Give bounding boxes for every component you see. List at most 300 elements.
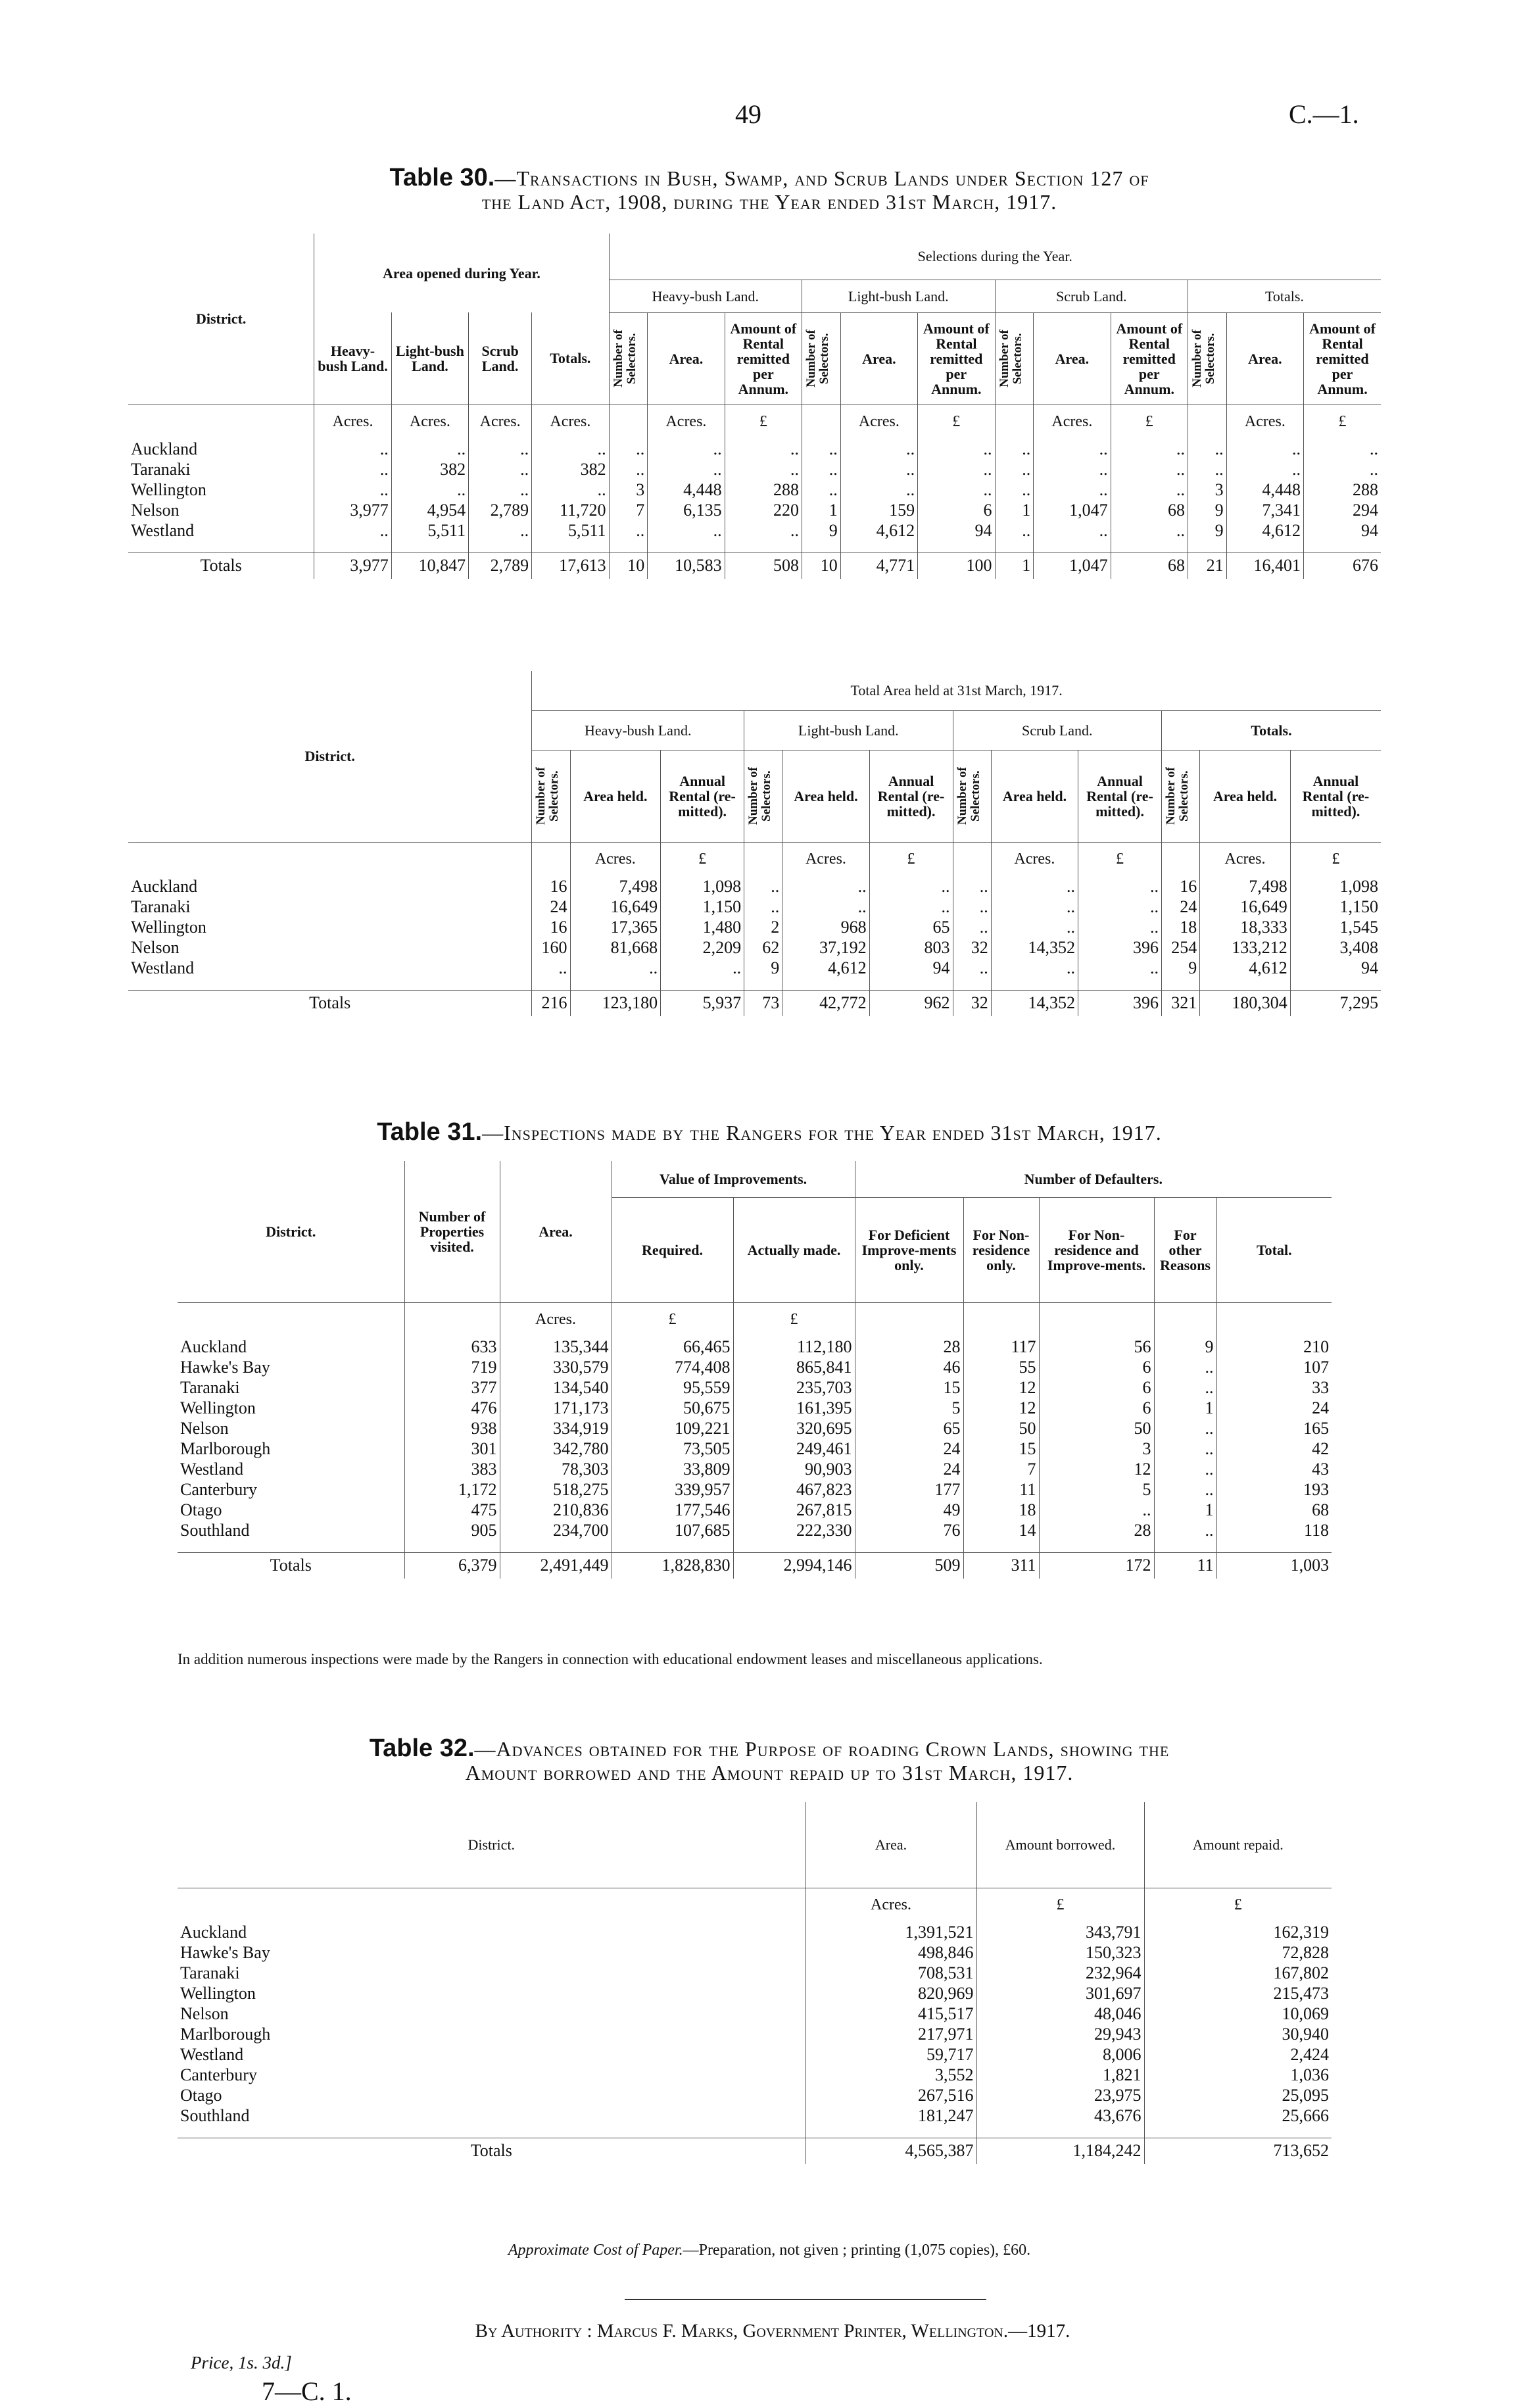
unit-label [953, 842, 991, 876]
data-cell: .. [532, 439, 609, 459]
spacer-cell [976, 2126, 1144, 2138]
data-cell: 117 [963, 1337, 1039, 1357]
t31-body [178, 1302, 1332, 1579]
data-cell: .. [995, 459, 1034, 479]
data-cell: 249,461 [733, 1438, 855, 1459]
data-cell: 1,098 [1290, 876, 1381, 897]
table30-number: Table 30. [389, 164, 495, 191]
data-cell: 774,408 [612, 1357, 733, 1377]
spacer-cell [733, 1540, 855, 1552]
row-district: Auckland [180, 1922, 247, 1942]
t30a-col-light-bush: Light-bush Land. [391, 312, 468, 405]
data-cell: 134,540 [500, 1377, 612, 1398]
data-cell: 288 [1304, 479, 1381, 500]
data-cell: 1,047 [1034, 500, 1111, 520]
data-cell: 181,247 [805, 2105, 976, 2126]
data-cell: 160 [532, 937, 570, 958]
spacer-row [178, 1540, 1332, 1552]
data-cell: 46 [855, 1357, 963, 1377]
data-cell: .. [991, 897, 1078, 917]
t30a-col-heavy-bush: Heavy-bush Land. [314, 312, 391, 405]
data-cell: 12 [1039, 1459, 1154, 1479]
row-district: Nelson [180, 2003, 229, 2023]
row-district: Auckland [131, 439, 198, 458]
table-row [178, 2044, 1332, 2065]
data-cell: 820,969 [805, 1983, 976, 2003]
data-cell: 12 [963, 1398, 1039, 1418]
t31-nonres-improve-header: For Non-residence and Improve-ments. [1039, 1197, 1154, 1302]
data-cell: 383 [404, 1459, 500, 1479]
table-row [178, 1500, 1332, 1520]
data-cell: 267,516 [805, 2085, 976, 2105]
unit-label [609, 405, 648, 439]
table-row [178, 1438, 1332, 1459]
data-cell: 162,319 [1144, 1922, 1332, 1942]
data-cell: .. [725, 459, 802, 479]
table-row [128, 459, 1381, 479]
data-cell: .. [532, 479, 609, 500]
row-district: Nelson [131, 500, 180, 520]
data-cell: 7,498 [570, 876, 661, 897]
unit-label: £ [1078, 842, 1162, 876]
data-cell: 294 [1304, 500, 1381, 520]
table-row [128, 876, 1381, 897]
t31-district-header: District. [178, 1161, 404, 1302]
data-cell: 177 [855, 1479, 963, 1500]
data-cell: .. [1034, 479, 1111, 500]
t30a-heavy-rental: Amount of Rental remitted per Annum. [725, 312, 802, 405]
row-district: Westland [131, 520, 195, 540]
data-cell: .. [391, 479, 468, 500]
data-cell: .. [1034, 459, 1111, 479]
totals-cell: 3,977 [314, 553, 391, 579]
data-cell: 25,095 [1144, 2085, 1332, 2105]
table30-caption-line1: —Transactions in Bush, Swamp, and Scrub Lands under Section 127 of [494, 166, 1149, 190]
t30a-body [128, 405, 1381, 579]
t30a-totals-selectors: Number of Selectors. [1190, 330, 1217, 387]
table-row [128, 897, 1381, 917]
table-row [178, 1418, 1332, 1438]
table-row [178, 2085, 1332, 2105]
spacer-cell [805, 2126, 976, 2138]
page-number: 49 [735, 99, 761, 129]
data-cell: 76 [855, 1520, 963, 1540]
spacer-cell [391, 541, 468, 553]
data-cell: .. [918, 459, 995, 479]
data-cell: 4,612 [840, 520, 917, 541]
t30b-body [128, 842, 1381, 1016]
table-row [178, 1963, 1332, 1983]
t31-deficient-header: For Deficient Improve-ments only. [855, 1197, 963, 1302]
t32-district-header: District. [178, 1802, 805, 1888]
data-cell: 5,511 [391, 520, 468, 541]
data-cell: 56 [1039, 1337, 1154, 1357]
data-cell: 161,395 [733, 1398, 855, 1418]
totals-cell: 321 [1162, 990, 1200, 1016]
data-cell: 8,006 [976, 2044, 1144, 2065]
unit-label: Acres. [314, 405, 391, 439]
spacer-cell [802, 541, 841, 553]
data-cell: 24 [1216, 1398, 1332, 1418]
data-cell: 968 [782, 917, 869, 937]
data-cell: 66,465 [612, 1337, 733, 1357]
data-cell: .. [469, 479, 532, 500]
data-cell: 11,720 [532, 500, 609, 520]
data-cell: 118 [1216, 1520, 1332, 1540]
spacer-cell [869, 978, 953, 990]
data-cell: .. [953, 958, 991, 978]
row-district: Taranaki [131, 897, 191, 916]
data-cell: 1,545 [1290, 917, 1381, 937]
document-code: C.—1. [1289, 99, 1359, 129]
data-cell: 18,333 [1200, 917, 1291, 937]
data-cell: 65 [855, 1418, 963, 1438]
spacer-cell [918, 541, 995, 553]
t30b-scrub-rental: Annual Rental (re-mitted). [1078, 750, 1162, 842]
totals-cell: 216 [532, 990, 570, 1016]
data-cell: .. [314, 459, 391, 479]
spacer-cell [570, 978, 661, 990]
totals-cell: 2,491,449 [500, 1552, 612, 1579]
spacer-cell [840, 541, 917, 553]
unit-label: Acres. [570, 842, 661, 876]
t30b-light-rental: Annual Rental (re-mitted). [869, 750, 953, 842]
data-cell: 167,802 [1144, 1963, 1332, 1983]
data-cell: .. [802, 459, 841, 479]
data-cell: .. [1154, 1438, 1216, 1459]
unit-label: Acres. [1034, 405, 1111, 439]
totals-cell: 676 [1304, 553, 1381, 579]
data-cell: .. [1078, 876, 1162, 897]
spacer-cell [128, 978, 532, 990]
row-district: Taranaki [131, 459, 191, 479]
data-cell: .. [1154, 1377, 1216, 1398]
data-cell: .. [782, 897, 869, 917]
data-cell: 30,940 [1144, 2024, 1332, 2044]
data-cell: 28 [1039, 1520, 1154, 1540]
totals-cell: 713,652 [1144, 2138, 1332, 2164]
totals-cell: 508 [725, 553, 802, 579]
data-cell: 3,552 [805, 2065, 976, 2085]
data-cell: 382 [532, 459, 609, 479]
units-row [128, 842, 1381, 876]
data-cell: .. [995, 439, 1034, 459]
t31-required-header: Required. [612, 1197, 733, 1302]
spacer-cell [1034, 541, 1111, 553]
table-row [178, 2003, 1332, 2024]
unit-label: Acres. [805, 1888, 976, 1922]
unit-label: Acres. [500, 1302, 612, 1337]
data-cell: .. [995, 479, 1034, 500]
data-cell: 232,964 [976, 1963, 1144, 1983]
data-cell: 59,717 [805, 2044, 976, 2065]
data-cell: 4,612 [1200, 958, 1291, 978]
data-cell: 234,700 [500, 1520, 612, 1540]
table31-footnote: In addition numerous inspections were made by the Rangers in connection with educational endowment leases and miscellaneous applications. [178, 1651, 1043, 1667]
table31-number: Table 31. [377, 1118, 483, 1146]
data-cell: .. [869, 876, 953, 897]
unit-label: £ [976, 1888, 1144, 1922]
data-cell: .. [609, 439, 648, 459]
unit-label [1039, 1302, 1154, 1337]
data-cell: 94 [869, 958, 953, 978]
unit-label: £ [1111, 405, 1188, 439]
data-cell: .. [1111, 479, 1188, 500]
t30a-selections-header: Selections during the Year. [609, 233, 1381, 280]
row-district: Hawke's Bay [180, 1942, 270, 1962]
data-cell: .. [1039, 1500, 1154, 1520]
data-cell: 1 [802, 500, 841, 520]
unit-label [802, 405, 841, 439]
t30b-heavy-selectors: Number of Selectors. [534, 767, 562, 825]
data-cell: 24 [532, 897, 570, 917]
t30b-light-selectors: Number of Selectors. [746, 767, 774, 825]
spacer-cell [1290, 978, 1381, 990]
table-row [128, 917, 1381, 937]
data-cell: 90,903 [733, 1459, 855, 1479]
data-cell: 1,172 [404, 1479, 500, 1500]
row-district: Marlborough [180, 1438, 271, 1458]
data-cell: 803 [869, 937, 953, 958]
totals-cell: 21 [1188, 553, 1226, 579]
data-cell: 24 [1162, 897, 1200, 917]
data-cell: .. [469, 520, 532, 541]
unit-label: £ [869, 842, 953, 876]
data-cell: 1,480 [661, 917, 744, 937]
data-cell: 210,836 [500, 1500, 612, 1520]
spacer-cell [128, 541, 314, 553]
table-row [128, 520, 1381, 541]
unit-label: Acres. [782, 842, 869, 876]
row-district: Nelson [180, 1418, 229, 1438]
unit-label [855, 1302, 963, 1337]
data-cell: 18 [963, 1500, 1039, 1520]
data-cell: 49 [855, 1500, 963, 1520]
data-cell: 476 [404, 1398, 500, 1418]
data-cell: .. [991, 958, 1078, 978]
data-cell: 267,815 [733, 1500, 855, 1520]
data-cell: 217,971 [805, 2024, 976, 2044]
data-cell: 6 [918, 500, 995, 520]
data-cell: 1,821 [976, 2065, 1144, 2085]
spacer-cell [1200, 978, 1291, 990]
data-cell: 6 [1039, 1377, 1154, 1398]
data-cell: .. [840, 439, 917, 459]
table32-number: Table 32. [369, 1734, 475, 1762]
data-cell: 518,275 [500, 1479, 612, 1500]
data-cell: 3,408 [1290, 937, 1381, 958]
data-cell: 11 [963, 1479, 1039, 1500]
table31-inspections-table [178, 1161, 1332, 1579]
data-cell: 81,668 [570, 937, 661, 958]
table-row [128, 479, 1381, 500]
t30a-light-selectors: Number of Selectors. [804, 330, 832, 387]
data-cell: .. [953, 917, 991, 937]
t30b-district-header: District. [128, 671, 532, 842]
t30a-group-heavy: Heavy-bush Land. [609, 280, 802, 312]
table-row [178, 1377, 1332, 1398]
data-cell: .. [314, 479, 391, 500]
t30a-scrub-selectors: Number of Selectors. [997, 330, 1024, 387]
data-cell: 719 [404, 1357, 500, 1377]
data-cell: 7,341 [1226, 500, 1303, 520]
table30-selections-table [128, 233, 1381, 579]
data-cell: 1 [1154, 1398, 1216, 1418]
data-cell: 42 [1216, 1438, 1332, 1459]
cost-of-paper-note [408, 2242, 1131, 2259]
data-cell: 4,954 [391, 500, 468, 520]
unit-label: Acres. [532, 405, 609, 439]
row-district: Canterbury [180, 1479, 257, 1499]
data-cell: 235,703 [733, 1377, 855, 1398]
spacer-cell [1216, 1540, 1332, 1552]
data-cell: .. [1111, 439, 1188, 459]
t30a-heavy-area: Area. [648, 312, 725, 405]
totals-cell: 11 [1154, 1552, 1216, 1579]
data-cell: 50,675 [612, 1398, 733, 1418]
data-cell: 4,612 [782, 958, 869, 978]
table-row [178, 1922, 1332, 1942]
spacer-cell [612, 1540, 733, 1552]
totals-cell: 4,565,387 [805, 2138, 976, 2164]
totals-cell: 73 [744, 990, 782, 1016]
totals-cell: 1 [995, 553, 1034, 579]
data-cell: 16 [532, 917, 570, 937]
data-cell: 24 [855, 1438, 963, 1459]
row-district: Westland [180, 1459, 244, 1479]
data-cell: .. [1304, 439, 1381, 459]
t30a-totals-area: Area. [1226, 312, 1303, 405]
data-cell: 343,791 [976, 1922, 1144, 1942]
t30a-heavy-selectors: Number of Selectors. [611, 330, 638, 387]
data-cell: 7,498 [1200, 876, 1291, 897]
data-cell: 1,098 [661, 876, 744, 897]
totals-cell: 180,304 [1200, 990, 1291, 1016]
t30b-totals-area: Area held. [1200, 750, 1291, 842]
totals-cell: 5,937 [661, 990, 744, 1016]
totals-cell: 16,401 [1226, 553, 1303, 579]
totals-cell: 42,772 [782, 990, 869, 1016]
data-cell: 12 [963, 1377, 1039, 1398]
t30b-light-area: Area held. [782, 750, 869, 842]
spacer-cell [648, 541, 725, 553]
unit-label: £ [612, 1302, 733, 1337]
data-cell: 220 [725, 500, 802, 520]
data-cell: 222,330 [733, 1520, 855, 1540]
unit-label: £ [1290, 842, 1381, 876]
data-cell: .. [840, 459, 917, 479]
t30b-group-scrub: Scrub Land. [953, 710, 1161, 750]
data-cell: 25,666 [1144, 2105, 1332, 2126]
data-cell: 14,352 [991, 937, 1078, 958]
data-cell: .. [314, 520, 391, 541]
data-cell: 18 [1162, 917, 1200, 937]
data-cell: 33 [1216, 1377, 1332, 1398]
spacer-cell [661, 978, 744, 990]
units-row [128, 405, 1381, 439]
units-row [178, 1888, 1332, 1922]
authority-line: By Authority : Marcus F. Marks, Government Printer, Wellington.—1917. [475, 2321, 1070, 2342]
data-cell: 68 [1111, 500, 1188, 520]
spacer-cell [1144, 2126, 1332, 2138]
data-cell: 254 [1162, 937, 1200, 958]
data-cell: .. [314, 439, 391, 459]
table-row [178, 2024, 1332, 2044]
table30-caption-line2: the Land Act, 1908, during the Year ended 31st March, 1917. [481, 190, 1057, 214]
data-cell: 109,221 [612, 1418, 733, 1438]
totals-row [178, 1552, 1332, 1579]
data-cell: 475 [404, 1500, 500, 1520]
unit-label: Acres. [1226, 405, 1303, 439]
data-cell: 9 [1162, 958, 1200, 978]
unit-label [1188, 405, 1226, 439]
spacer-cell [532, 541, 609, 553]
spacer-cell [782, 978, 869, 990]
t32-repaid-header: Amount repaid. [1144, 1802, 1332, 1888]
data-cell: 78,303 [500, 1459, 612, 1479]
data-cell: 9 [1188, 520, 1226, 541]
data-cell: .. [744, 876, 782, 897]
spacer-row [128, 978, 1381, 990]
data-cell: .. [1154, 1479, 1216, 1500]
data-cell: .. [1154, 1459, 1216, 1479]
table32-caption-line2: Amount borrowed and the Amount repaid up to 31st March, 1917. [465, 1761, 1074, 1784]
table-row [178, 1459, 1332, 1479]
totals-cell: 962 [869, 990, 953, 1016]
data-cell: .. [469, 439, 532, 459]
data-cell: 210 [1216, 1337, 1332, 1357]
spacer-cell [1226, 541, 1303, 553]
totals-cell: 2,994,146 [733, 1552, 855, 1579]
data-cell: 2 [744, 917, 782, 937]
table31-caption-text: —Inspections made by the Rangers for the Year ended 31st March, 1917. [482, 1121, 1162, 1144]
row-district: Wellington [180, 1398, 256, 1417]
data-cell: 1,150 [1290, 897, 1381, 917]
t30a-light-area: Area. [840, 312, 917, 405]
data-cell: 177,546 [612, 1500, 733, 1520]
totals-row [178, 2138, 1332, 2164]
table-row [178, 1983, 1332, 2003]
totals-cell: 311 [963, 1552, 1039, 1579]
data-cell: 2,424 [1144, 2044, 1332, 2065]
spacer-cell [953, 978, 991, 990]
spacer-cell [1162, 978, 1200, 990]
spacer-cell [178, 2126, 805, 2138]
data-cell: 159 [840, 500, 917, 520]
spacer-cell [1078, 978, 1162, 990]
data-cell: 415,517 [805, 2003, 976, 2024]
unit-label [1154, 1302, 1216, 1337]
data-cell: 708,531 [805, 1963, 976, 1983]
spacer-row [128, 541, 1381, 553]
table-row [178, 1357, 1332, 1377]
data-cell: 6 [1039, 1357, 1154, 1377]
data-cell: .. [661, 958, 744, 978]
totals-cell: 4,771 [840, 553, 917, 579]
data-cell: 342,780 [500, 1438, 612, 1459]
spacer-row [178, 2126, 1332, 2138]
data-cell: 94 [918, 520, 995, 541]
table32-caption [178, 1736, 1361, 1784]
data-cell: 133,212 [1200, 937, 1291, 958]
data-cell: 396 [1078, 937, 1162, 958]
data-cell: .. [1226, 439, 1303, 459]
data-cell: 6 [1039, 1398, 1154, 1418]
data-cell: 15 [963, 1438, 1039, 1459]
totals-cell: 1,828,830 [612, 1552, 733, 1579]
data-cell: 1,391,521 [805, 1922, 976, 1942]
spacer-cell [532, 978, 570, 990]
